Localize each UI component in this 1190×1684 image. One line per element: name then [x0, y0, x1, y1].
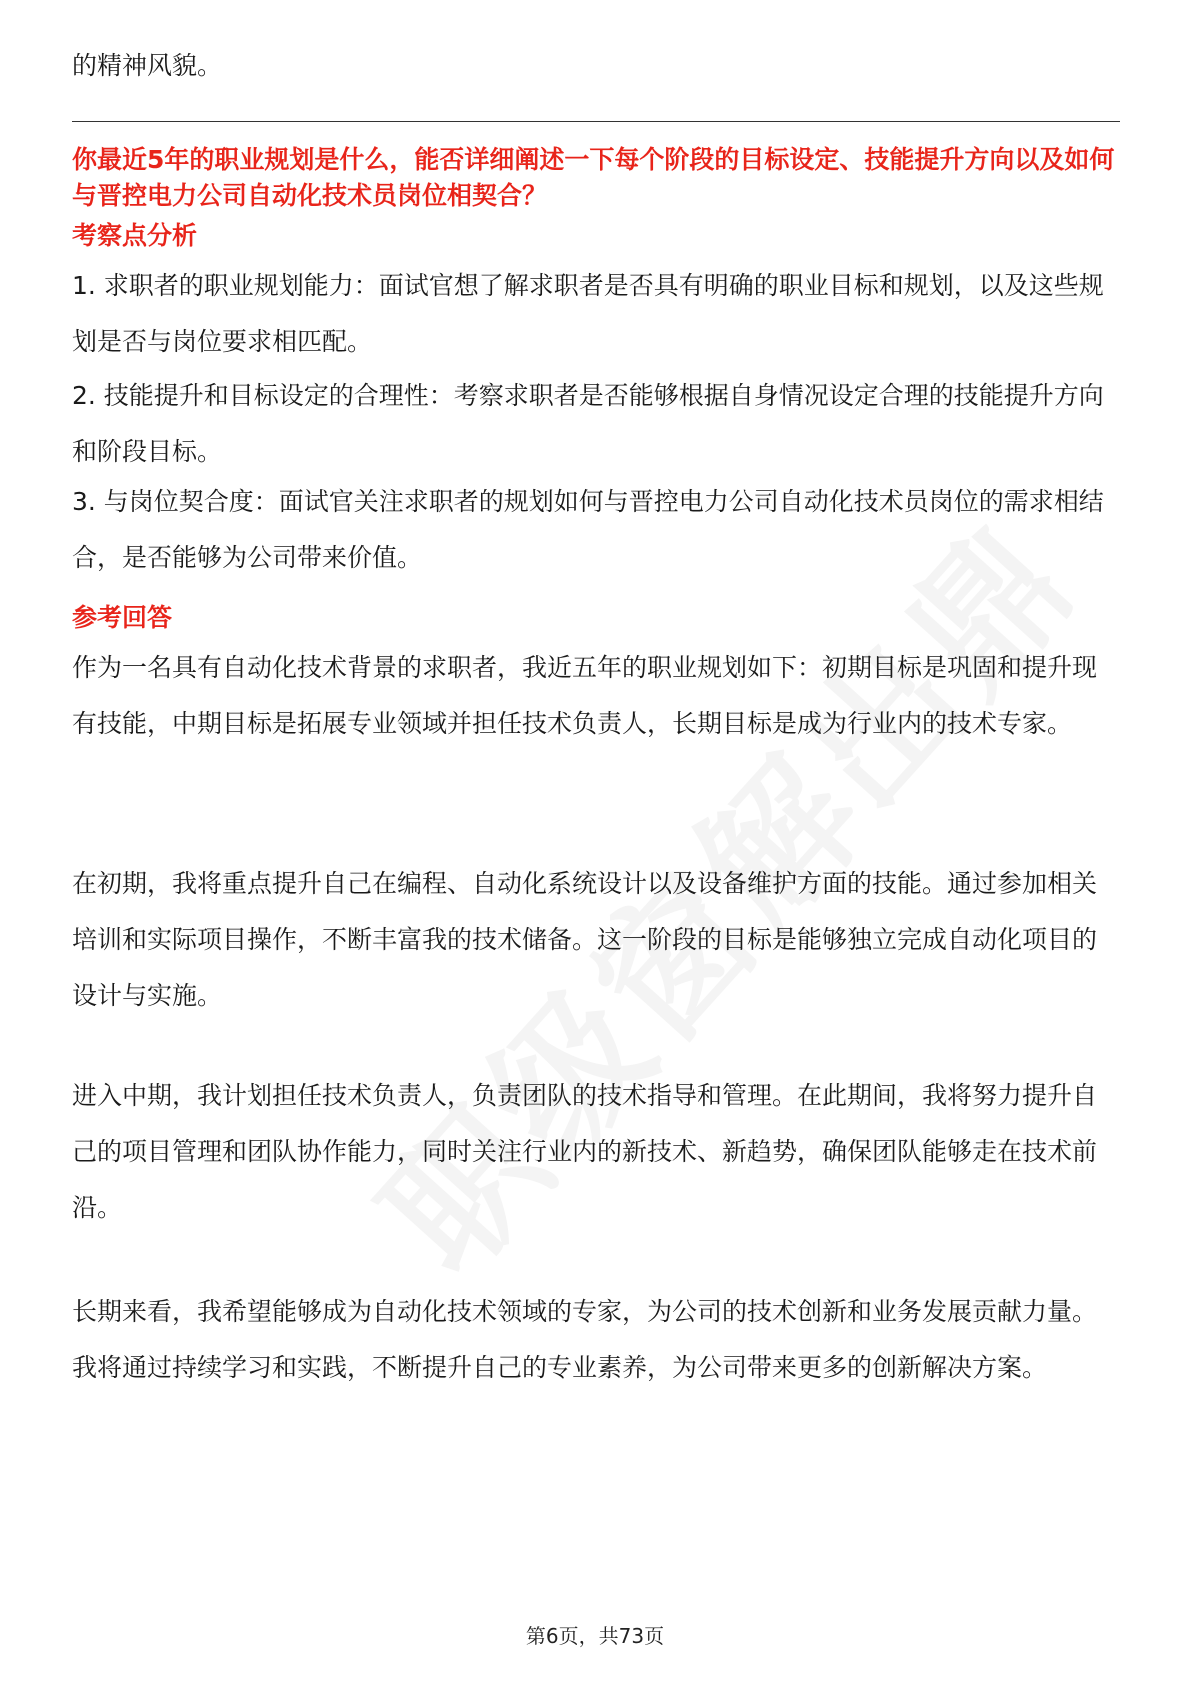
answer-paragraph-4: 长期来看，我希望能够成为自动化技术领域的专家，为公司的技术创新和业务发展贡献力量。我将通过持续学习和实践，不断提升自己的专业素养，为公司带来更多的创新解决方案。 [72, 1297, 1098, 1382]
section-divider [72, 121, 1120, 122]
analysis-point-1: 1. 求职者的职业规划能力：面试官想了解求职者是否具有明确的职业目标和规划，以及这些规划是否与岗位要求相匹配。 [72, 271, 1104, 356]
page-number-footer: 第6页，共73页 [525, 1624, 665, 1648]
answer-title: 参考回答 [72, 603, 173, 632]
interview-question: 你最近5年的职业规划是什么，能否详细阐述一下每个阶段的目标设定、技能提升方向以及如何与晋控电力公司自动化技术员岗位相契合？ [72, 145, 1115, 210]
analysis-point-3: 3. 与岗位契合度：面试官关注求职者的规划如何与晋控电力公司自动化技术员岗位的需求相结合，是否能够为公司带来价值。 [72, 487, 1104, 572]
answer-paragraph-2: 在初期，我将重点提升自己在编程、自动化系统设计以及设备维护方面的技能。通过参加相关培训和实际项目操作，不断丰富我的技术储备。这一阶段的目标是能够独立完成自动化项目的设计与实施。 [72, 869, 1098, 1010]
analysis-title: 考察点分析 [72, 221, 198, 250]
answer-paragraph-1: 作为一名具有自动化技术背景的求职者，我近五年的职业规划如下：初期目标是巩固和提升现有技能，中期目标是拓展专业领域并担任技术负责人，长期目标是成为行业内的技术专家。 [72, 653, 1098, 738]
analysis-point-2: 2. 技能提升和目标设定的合理性：考察求职者是否能够根据自身情况设定合理的技能提升方向和阶段目标。 [72, 381, 1104, 466]
answer-paragraph-3: 进入中期，我计划担任技术负责人，负责团队的技术指导和管理。在此期间，我将努力提升自己的项目管理和团队协作能力，同时关注行业内的新技术、新趋势，确保团队能够走在技术前沿。 [72, 1081, 1098, 1222]
top-fragment: 的精神风貌。 [72, 51, 223, 80]
